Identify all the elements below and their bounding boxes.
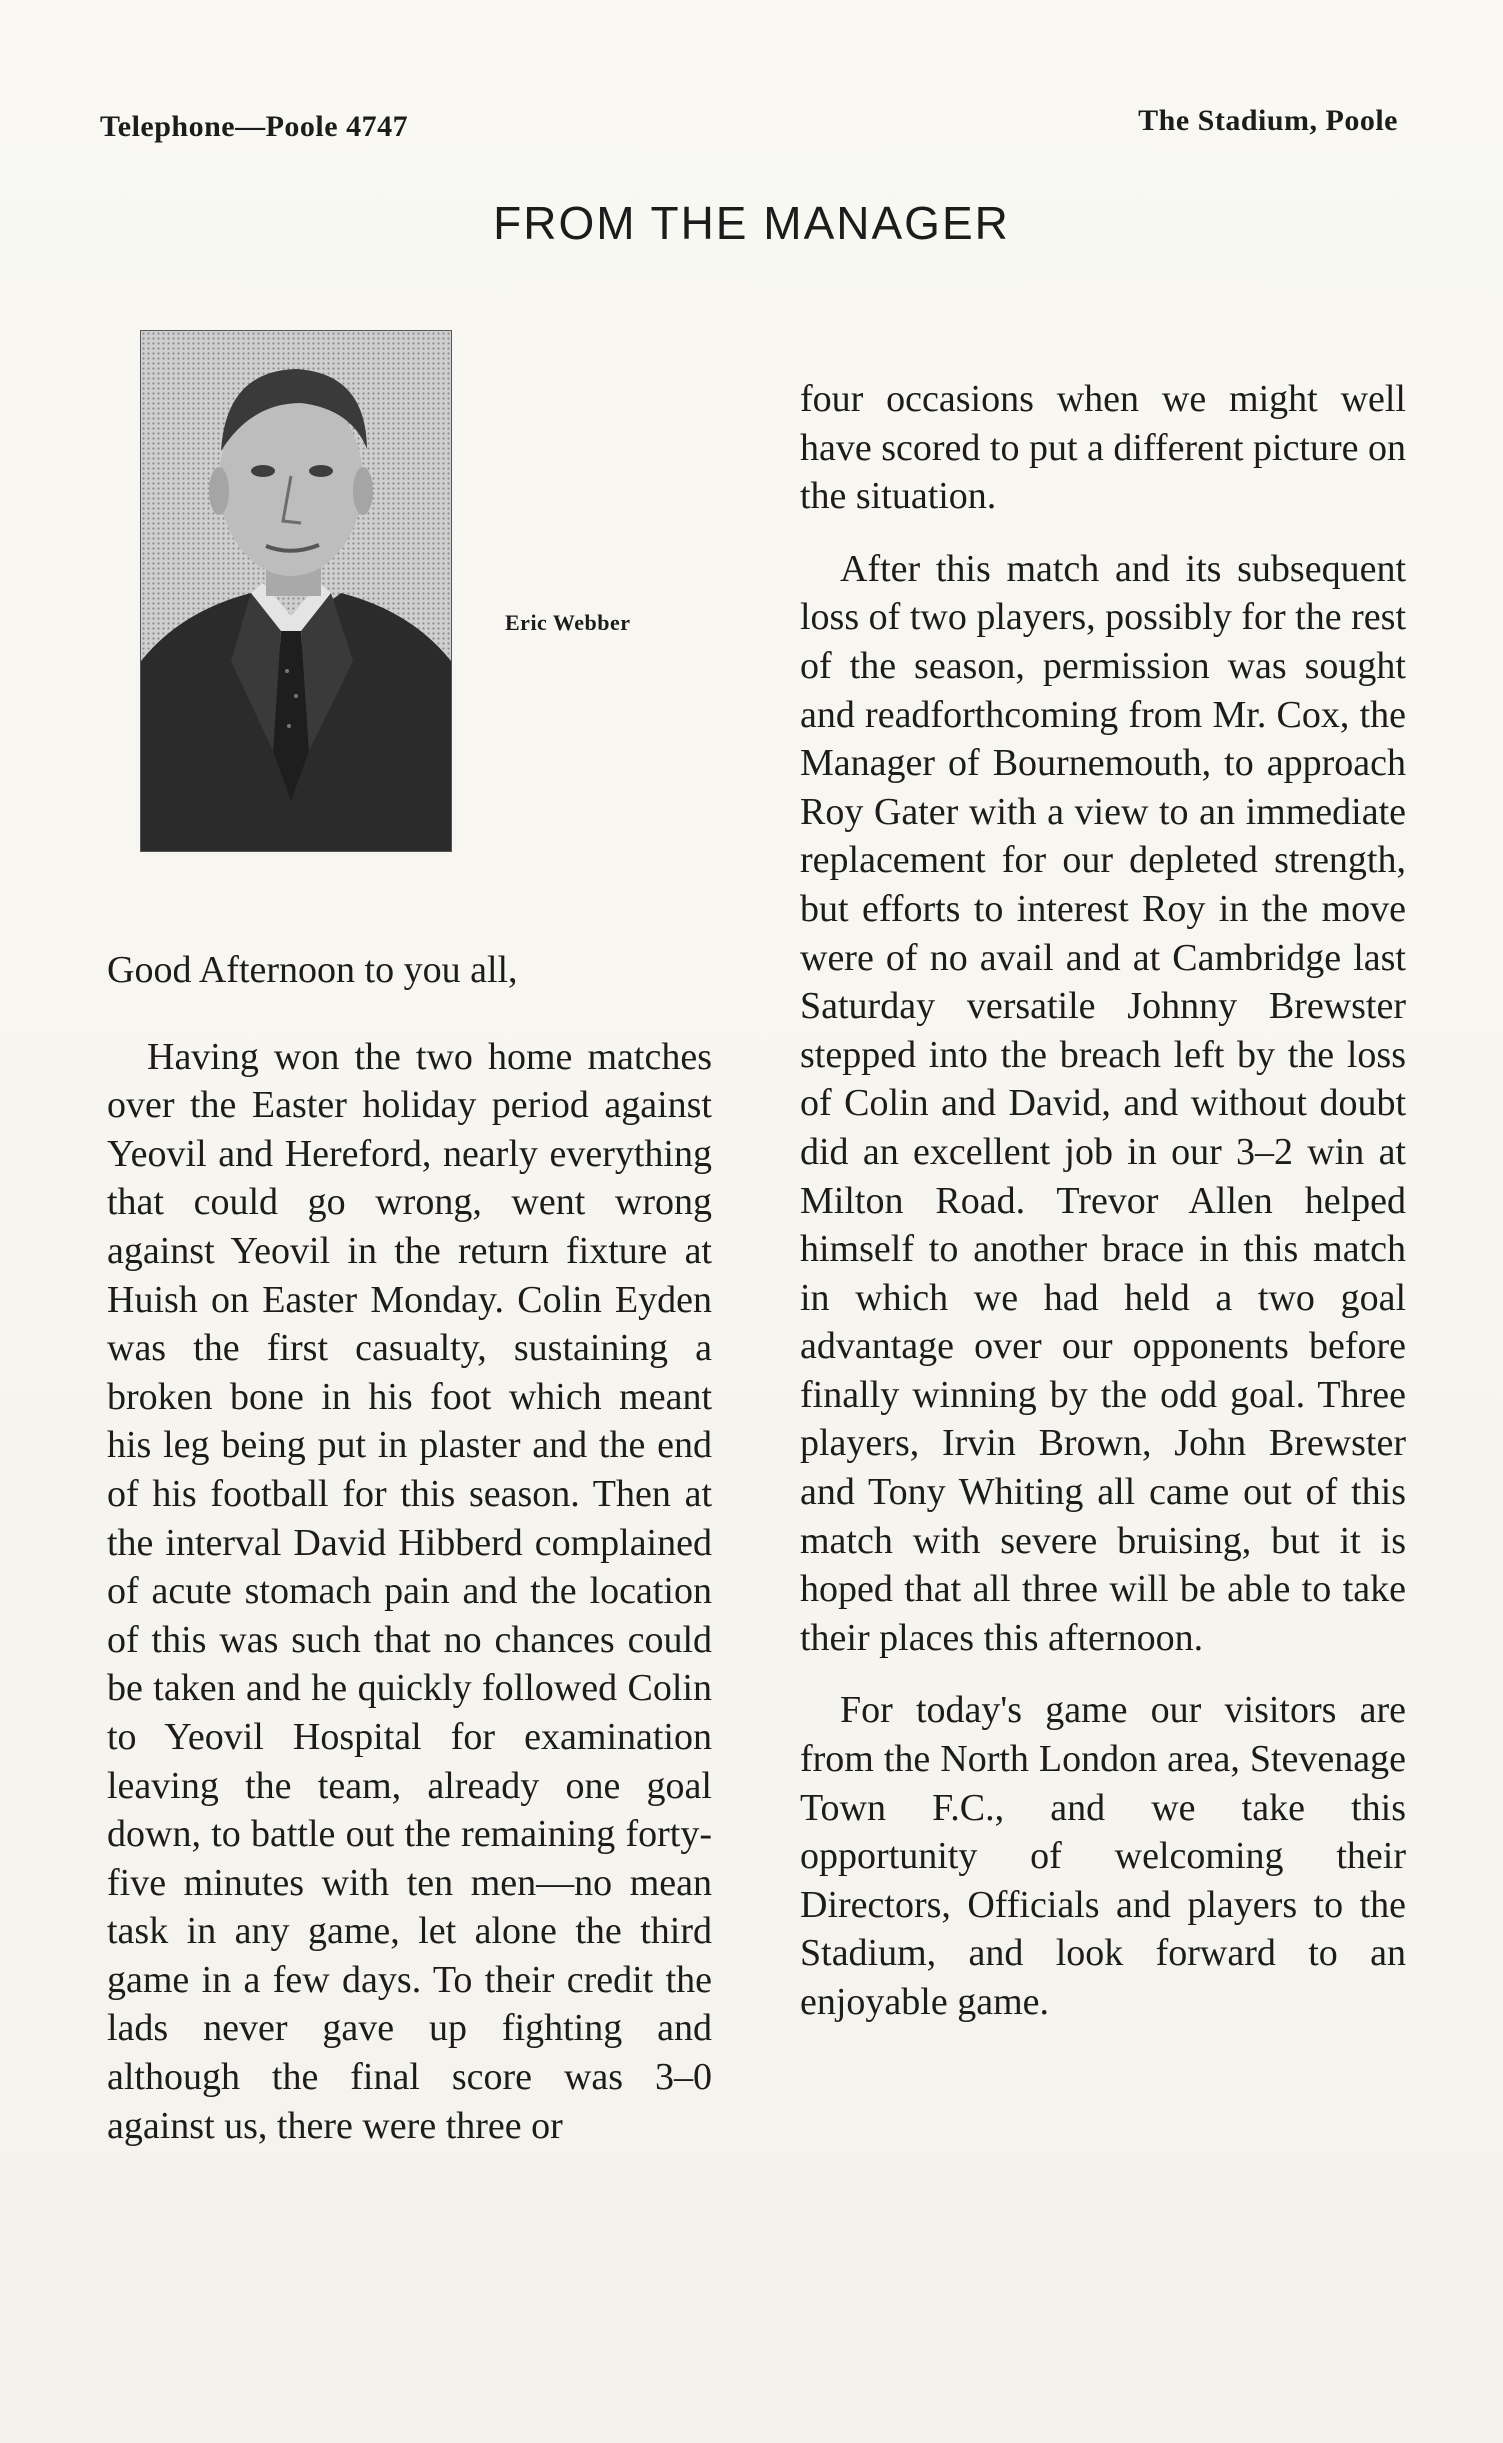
page-title: FROM THE MANAGER — [493, 197, 1010, 249]
greeting-text: Good Afternoon to you all, — [107, 949, 518, 991]
photo-caption: Eric Webber — [505, 610, 631, 635]
article-column-left — [107, 946, 712, 2150]
address-header: The Stadium, Poole — [1138, 104, 1398, 137]
manager-portrait-photo — [140, 330, 452, 852]
article-column-right — [800, 375, 1406, 2027]
article-paragraph-1: Having won the two home matches over the Easter holiday period against Yeovil and Hereford, nearly everything that could go wrong, went wrong against Yeovil in the return fixture at Huish on Easter Monday. Colin Eyden was the first casualty, sustaining a broken bone in his foot which meant his leg being put in plaster and the end of his football for this season. Then at the interval David Hibberd complained of acute stomach pain and the location of this was such that no chances could be taken and he quickly followed Colin to Yeovil Hospital for examination leaving the team, already one goal down, to battle out the remaining forty-five minutes with ten men—no mean task in any game, let alone the third game in a few days. To their credit the lads never gave up fighting and although the final score was 3–0 against us, there were three or — [107, 1035, 712, 2147]
article-paragraph-3: For today's game our visitors are from the North London area, Stevenage Town F.C., and we take this opportunity of welcoming their Directors, Officials and players to the Stadium, and look forward to an enjoyable game. — [800, 1689, 1406, 2023]
portrait-illustration — [141, 331, 451, 851]
article-paragraph-2: After this match and its subsequent loss of two players, possibly for the rest of the season, permission was sought and readforthcoming from Mr. Cox, the Manager of Bournemouth, to approach Roy Gater with a view to an immediate replacement for our depleted strength, but efforts to interest Roy in the move were of no avail and at Cambridge last Saturday versatile Johnny Brewster stepped into the breach left by the loss of Colin and David, and without doubt did an excellent job in our 3–2 win at Milton Road. Trevor Allen helped himself to another brace in this match in which we had held a two goal advantage over our opponents before finally winning by the odd goal. Three players, Irvin Brown, John Brewster and Tony Whiting all came out of this match with severe bruising, but it is hoped that all three will be able to take their places this afternoon. — [800, 547, 1406, 1659]
article-paragraph-1-continued: four occasions when we might well have scored to put a different picture on the situation. — [800, 378, 1407, 518]
telephone-header: Telephone—Poole 4747 — [100, 110, 409, 143]
